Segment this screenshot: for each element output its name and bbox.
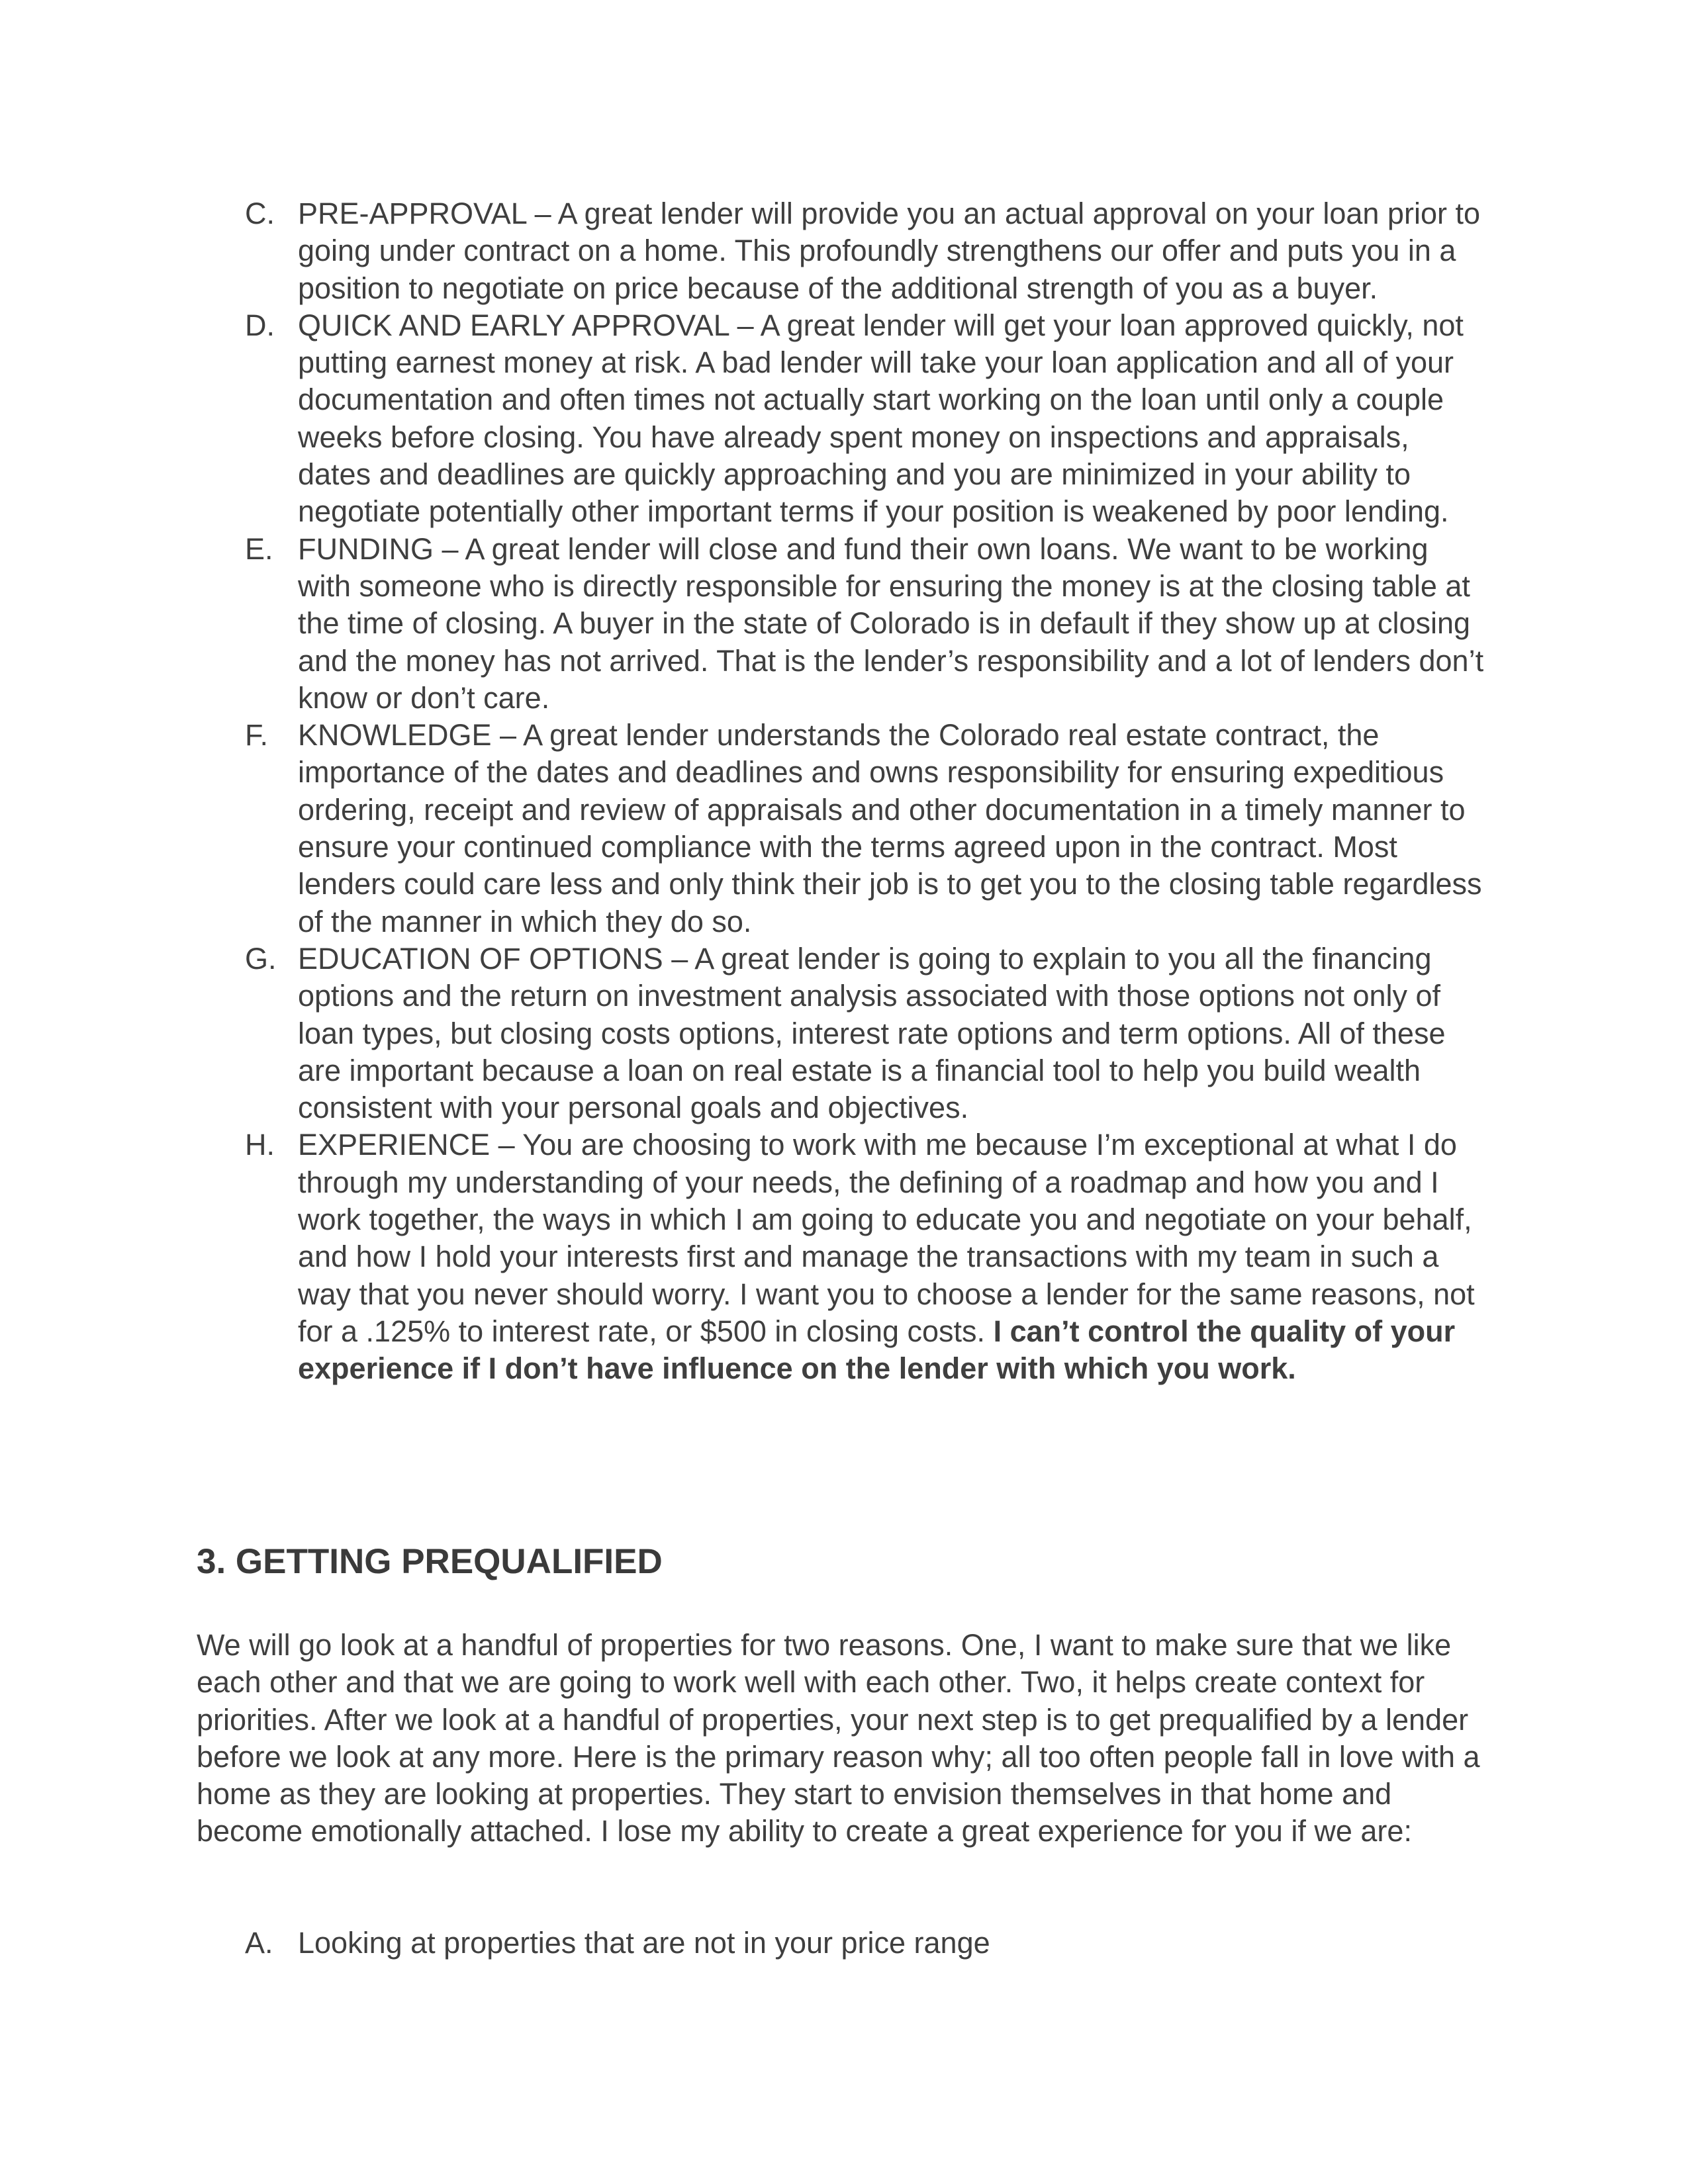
prequalification-reasons-list: [245, 1925, 1489, 1962]
list-item-text: KNOWLEDGE – A great lender understands the Colorado real estate contract, the importance of the dates and deadlines and owns responsibility for ensuring expeditious ordering, receipt and review of appraisals and other documentation in a timely manner to ensure your continued compliance with the terms agreed upon in the contract. Most lenders could care less and only think their job is to get you to the closing table regardless of the manner in which they do so.: [298, 718, 1482, 938]
list-marker: F.: [245, 718, 269, 752]
section-heading: 3. GETTING PREQUALIFIED: [197, 1542, 663, 1581]
list-item: [245, 717, 1489, 940]
list-marker: H.: [245, 1128, 275, 1162]
list-item-text: EDUCATION OF OPTIONS – A great lender is going to explain to you all the financing options and the return on investment analysis associated with those options not only of loan types, but closing costs options, interest rate options and term options. All of these are important because a loan on real estate is a financial tool to help you build wealth consistent with your personal goals and objectives.: [298, 941, 1446, 1125]
list-marker: E.: [245, 531, 273, 566]
list-item: [245, 1126, 1489, 1387]
list-item: [245, 531, 1489, 717]
list-item: [245, 940, 1489, 1126]
list-item: [245, 307, 1489, 531]
list-marker: A.: [245, 1926, 273, 1960]
list-item: [245, 1925, 1489, 1962]
list-item-text: PRE-APPROVAL – A great lender will provide you an actual approval on your loan prior to going under contract on a home. This profoundly strengthens our offer and puts you in a position to negotiate on price because of the additional strength of you as a buyer.: [298, 197, 1480, 305]
section-paragraph: We will go look at a handful of properties for two reasons. One, I want to make sure that we like each other and that we are going to work well with each other. Two, it helps create context for priorities. After we look at a handful of properties, your next step is to get prequalified by a lender before we look at any more. Here is the primary reason why; all too often people fall in love with a home as they are looking at properties. They start to envision themselves in that home and become emotionally attached. I lose my ability to create a great experience for you if we are:: [197, 1628, 1480, 1848]
list-item-text: EXPERIENCE – You are choosing to work with me because I’m exceptional at what I do through my understanding of your needs, the defining of a roadmap and how you and I work together, the ways in which I am going to educate you and negotiate on your behalf, and how I hold your interests first and manage the transactions with my team in such a way that you never should worry. I want you to choose a lender for the same reasons, not for a .125% to interest rate, or $500 in closing costs.: [298, 1128, 1475, 1348]
list-item-bold-text: I can’t control the quality of your experience if I don’t have influence on the lender with which you work.: [298, 1314, 1456, 1386]
list-item-text: Looking at properties that are not in your price range: [298, 1926, 990, 1960]
list-marker: D.: [245, 308, 275, 342]
list-marker: G.: [245, 941, 277, 976]
lender-qualities-list: [245, 195, 1489, 1388]
list-marker: C.: [245, 197, 275, 230]
list-item: [245, 195, 1489, 307]
list-item-text: QUICK AND EARLY APPROVAL – A great lender will get your loan approved quickly, not putting earnest money at risk. A bad lender will take your loan application and all of your documentation and often times not actually start working on the loan until only a couple weeks before closing. You have already spent money on inspections and appraisals, dates and deadlines are quickly approaching and you are minimized in your ability to negotiate potentially other important terms if your position is weakened by poor lending.: [298, 308, 1464, 529]
list-item-text: FUNDING – A great lender will close and fund their own loans. We want to be working with someone who is directly responsible for ensuring the money is at the closing table at the time of closing. A buyer in the state of Colorado is in default if they show up at closing and the money has not arrived. That is the lender’s responsibility and a lot of lenders don’t know or don’t care.: [298, 531, 1484, 715]
